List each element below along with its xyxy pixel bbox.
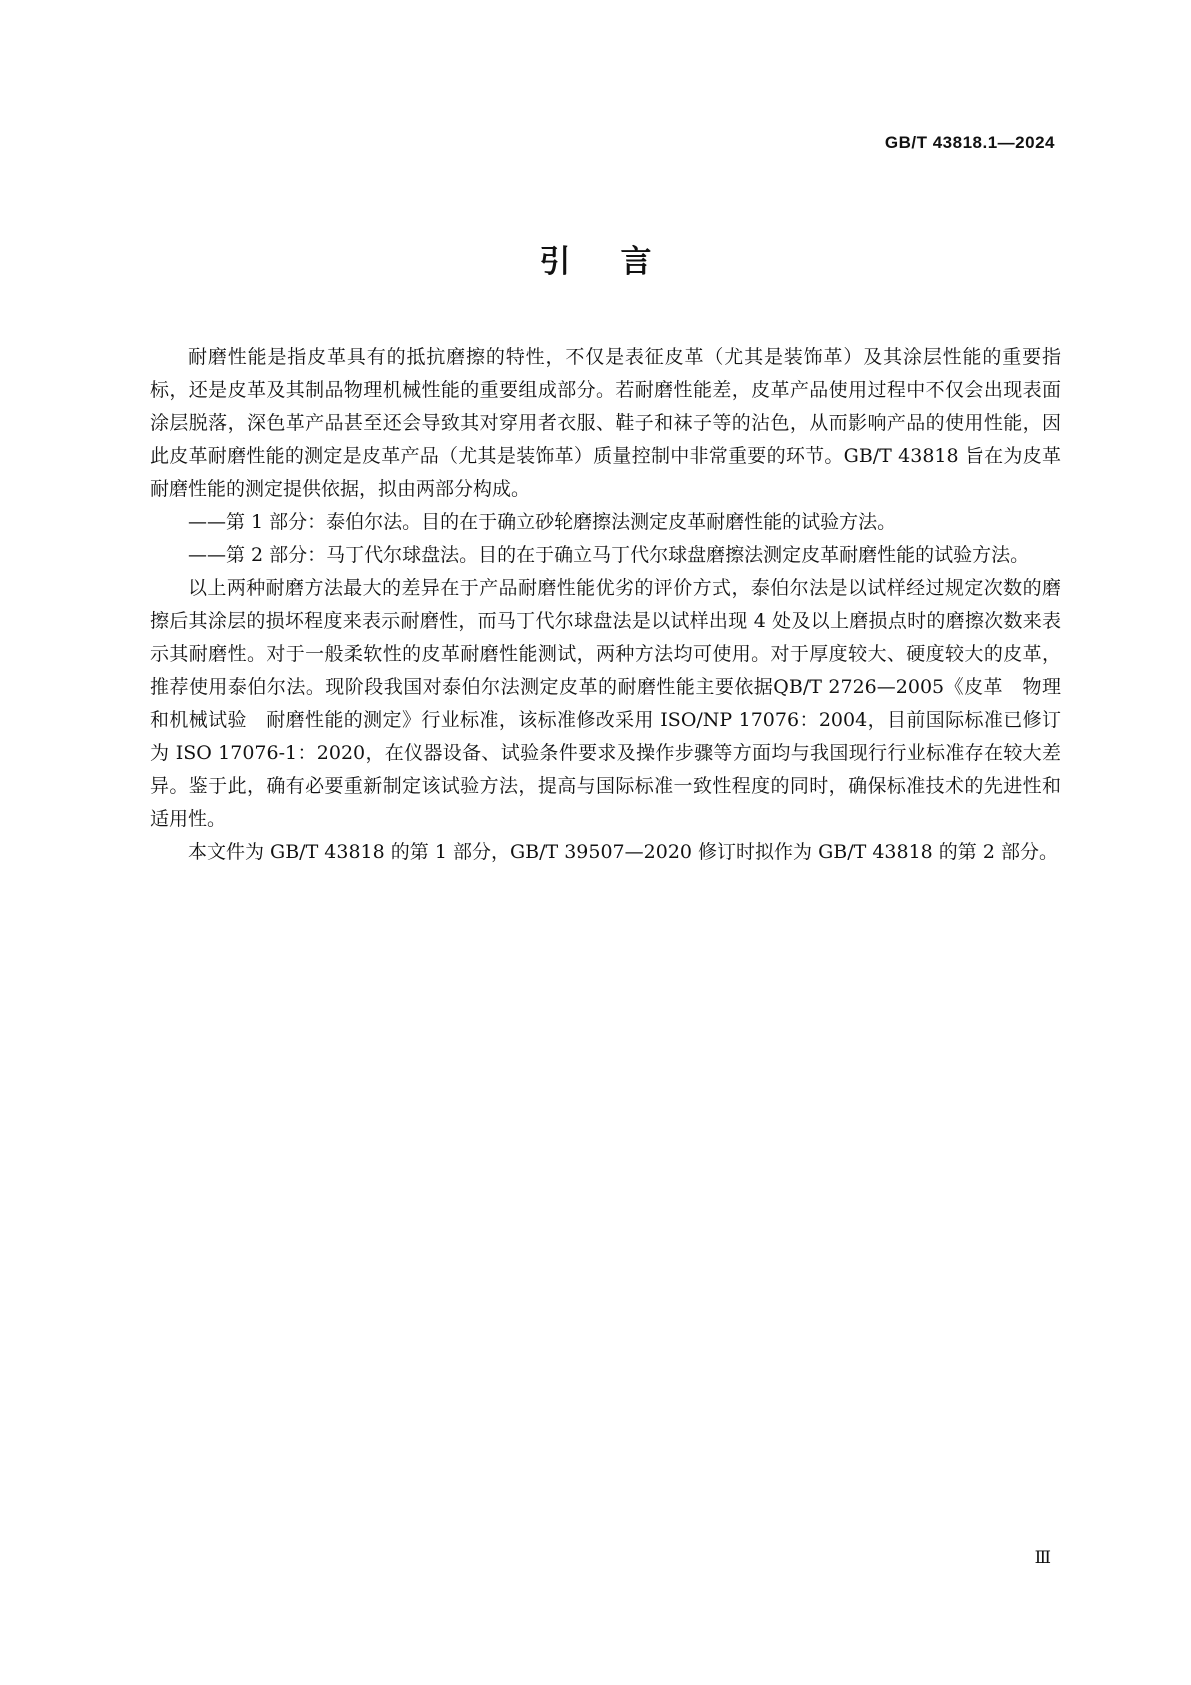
document-body (150, 341, 1061, 869)
comparison-paragraph: 以上两种耐磨方法最大的差异在于产品耐磨性能优劣的评价方式，泰伯尔法是以试样经过规定次数的磨擦后其涂层的损坏程度来表示耐磨性，而马丁代尔球盘法是以试样出现 4 处及以上磨损点时的磨擦次数来表示其耐磨性。对于一般柔软性的皮革耐磨性能测试，两种方法均可使用。对于厚度较大、硬度较大的皮革，推荐使用泰伯尔法。现阶段我国对泰伯尔法测定皮革的耐磨性能主要依据QB/T 2726—2005《皮革 物理和机械试验 耐磨性能的测定》行业标准，该标准修改采用 ISO/NP 17076：2004，目前国际标准已修订为 ISO 17076-1：2020，在仪器设备、试验条件要求及操作步骤等方面均与我国现行行业标准存在较大差异。鉴于此，确有必要重新制定该试验方法，提高与国际标准一致性程度的同时，确保标准技术的先进性和适用性。 (150, 577, 1061, 830)
page-number: Ⅲ (1034, 1548, 1051, 1567)
document-scope-paragraph: 本文件为 GB/T 43818 的第 1 部分，GB/T 39507—2020 修订时拟作为 GB/T 43818 的第 2 部分。 (188, 841, 1058, 863)
page-title: 引言 (539, 244, 702, 280)
part-2-item: ——第 2 部分：马丁代尔球盘法。目的在于确立马丁代尔球盘磨擦法测定皮革耐磨性能的试验方法。 (188, 544, 1030, 566)
part-1-item: ——第 1 部分：泰伯尔法。目的在于确立砂轮磨擦法测定皮革耐磨性能的试验方法。 (188, 511, 897, 533)
intro-paragraph: 耐磨性能是指皮革具有的抵抗磨擦的特性，不仅是表征皮革（尤其是装饰革）及其涂层性能的重要指标，还是皮革及其制品物理机械性能的重要组成部分。若耐磨性能差，皮革产品使用过程中不仅会出现表面涂层脱落，深色革产品甚至还会导致其对穿用者衣服、鞋子和袜子等的沾色，从而影响产品的使用性能，因此皮革耐磨性能的测定是皮革产品（尤其是装饰革）质量控制中非常重要的环节。GB/T 43818 旨在为皮革耐磨性能的测定提供依据，拟由两部分构成。 (150, 346, 1061, 500)
standard-number: GB/T 43818.1—2024 (884, 133, 1055, 152)
